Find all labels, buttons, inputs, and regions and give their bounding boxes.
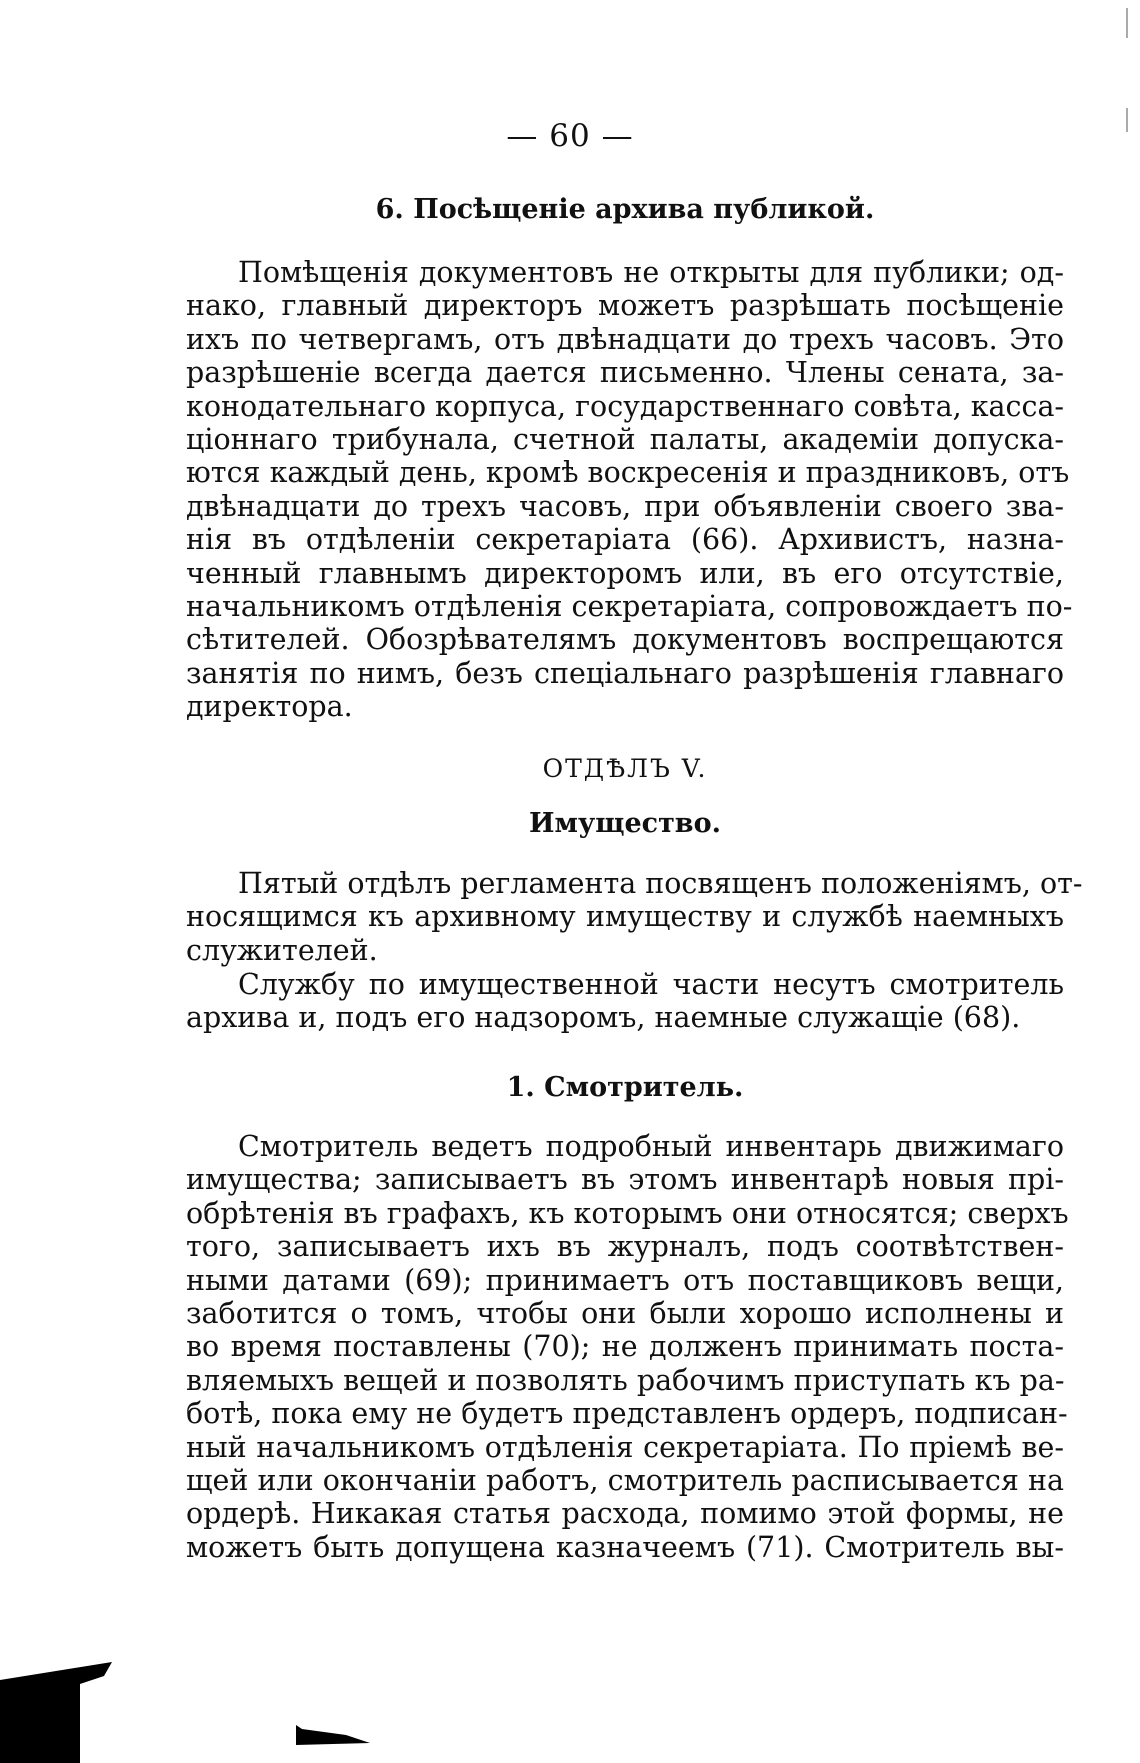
- text-line: Смотритель ведетъ подробный инвентарь движимаго: [238, 1130, 1064, 1163]
- text-line: Пятый отдѣлъ регламента посвященъ положеніямъ, от-: [238, 867, 1083, 900]
- text-line: вляемыхъ вещей и позволять рабочимъ приступать къ ра-: [186, 1363, 1065, 1397]
- part-5-paragraph-2: [186, 968, 1064, 1035]
- section-6-heading-block: [186, 194, 1064, 225]
- text-line: того, записываетъ ихъ въ журналъ, подъ соотвѣтствен-: [186, 1230, 1064, 1264]
- part-5-paragraph-1: [186, 867, 1083, 967]
- section-6-paragraph: [186, 256, 1073, 724]
- part-5-heading-block: [186, 808, 1064, 839]
- scan-artifact-mark: [296, 1725, 376, 1749]
- page-number: — 60 —: [506, 118, 634, 154]
- text-line: ціоннаго трибунала, счетной палаты, академіи допуска-: [186, 423, 1064, 457]
- text-line: служителей.: [186, 933, 378, 967]
- text-line: двѣнадцати до трехъ часовъ, при объявленіи своего зва-: [186, 489, 1064, 523]
- scan-edge-mark: [1126, 8, 1128, 38]
- text-line: начальникомъ отдѣленія секретаріата, сопровождаетъ по-: [186, 590, 1073, 624]
- text-line: архива и, подъ его надзоромъ, наемные служащіе (68).: [186, 1001, 1021, 1035]
- text-line: ордерѣ. Никакая статья расхода, помимо этой формы, не: [186, 1497, 1064, 1531]
- text-line: ются каждый день, кромѣ воскресенія и праздниковъ, отъ: [186, 456, 1070, 490]
- section-6-heading: 6. Посѣщеніе архива публикой.: [375, 194, 875, 225]
- text-line: конодательнаго корпуса, государственнаго совѣта, касса-: [186, 389, 1065, 423]
- text-line: ченный главнымъ директоромъ или, въ его отсутствіе,: [186, 556, 1064, 590]
- section-1-heading-block: [186, 1072, 1064, 1103]
- section-6-paragraph-block: [186, 256, 1073, 724]
- text-line: сѣтителей. Обозрѣвателямъ документовъ воспрещаются: [186, 623, 1064, 657]
- section-1-paragraph: [186, 1130, 1069, 1564]
- part-5-label: ОТДѢЛЪ V.: [542, 754, 708, 783]
- text-line: нако, главный директоръ можетъ разрѣшать посѣщеніе: [186, 289, 1064, 323]
- part-5-heading: Имущество.: [529, 808, 721, 839]
- text-line: разрѣшеніе всегда дается письменно. Члены сената, за-: [186, 356, 1064, 390]
- section-1-heading: 1. Смотритель.: [506, 1072, 744, 1103]
- text-line: нія въ отдѣленіи секретаріата (66). Архивистъ, назна-: [186, 523, 1064, 557]
- text-line: Службу по имущественной части несутъ смотритель: [238, 968, 1064, 1001]
- part-5-paragraph-2-block: [186, 968, 1064, 1035]
- text-line: можетъ быть допущена казначеемъ (71). Смотритель вы-: [186, 1530, 1064, 1564]
- text-line: заботится о томъ, чтобы они были хорошо исполнены и: [186, 1297, 1064, 1331]
- text-line: ный начальникомъ отдѣленія секретаріата. По пріемѣ ве-: [186, 1430, 1064, 1464]
- scan-artifact-corner: [0, 1650, 120, 1763]
- text-line: щей или окончаніи работъ, смотритель расписывается на: [186, 1464, 1064, 1498]
- text-line: Помѣщенія документовъ не открыты для публики; од-: [238, 256, 1064, 289]
- text-line: ботѣ, пока ему не будетъ представленъ ордеръ, подписан-: [186, 1397, 1068, 1431]
- text-line: директора.: [186, 690, 353, 724]
- text-line: имущества; записываетъ въ этомъ инвентарѣ новыя прі-: [186, 1163, 1064, 1197]
- text-line: носящимся къ архивному имуществу и службѣ наемныхъ: [186, 900, 1064, 934]
- text-line: во время поставлены (70); не долженъ принимать поста-: [186, 1330, 1064, 1364]
- section-1-paragraph-block: [186, 1130, 1069, 1564]
- text-line: ными датами (69); принимаетъ отъ поставщиковъ вещи,: [186, 1263, 1064, 1297]
- part-5-label-block: [186, 754, 1064, 783]
- text-line: занятія по нимъ, безъ спеціальнаго разрѣшенія главнаго: [186, 656, 1064, 690]
- part-5-paragraph-1-block: [186, 867, 1083, 967]
- text-line: ихъ по четвергамъ, отъ двѣнадцати до трехъ часовъ. Это: [186, 322, 1064, 356]
- text-line: обрѣтенія въ графахъ, къ которымъ они относятся; сверхъ: [186, 1196, 1069, 1230]
